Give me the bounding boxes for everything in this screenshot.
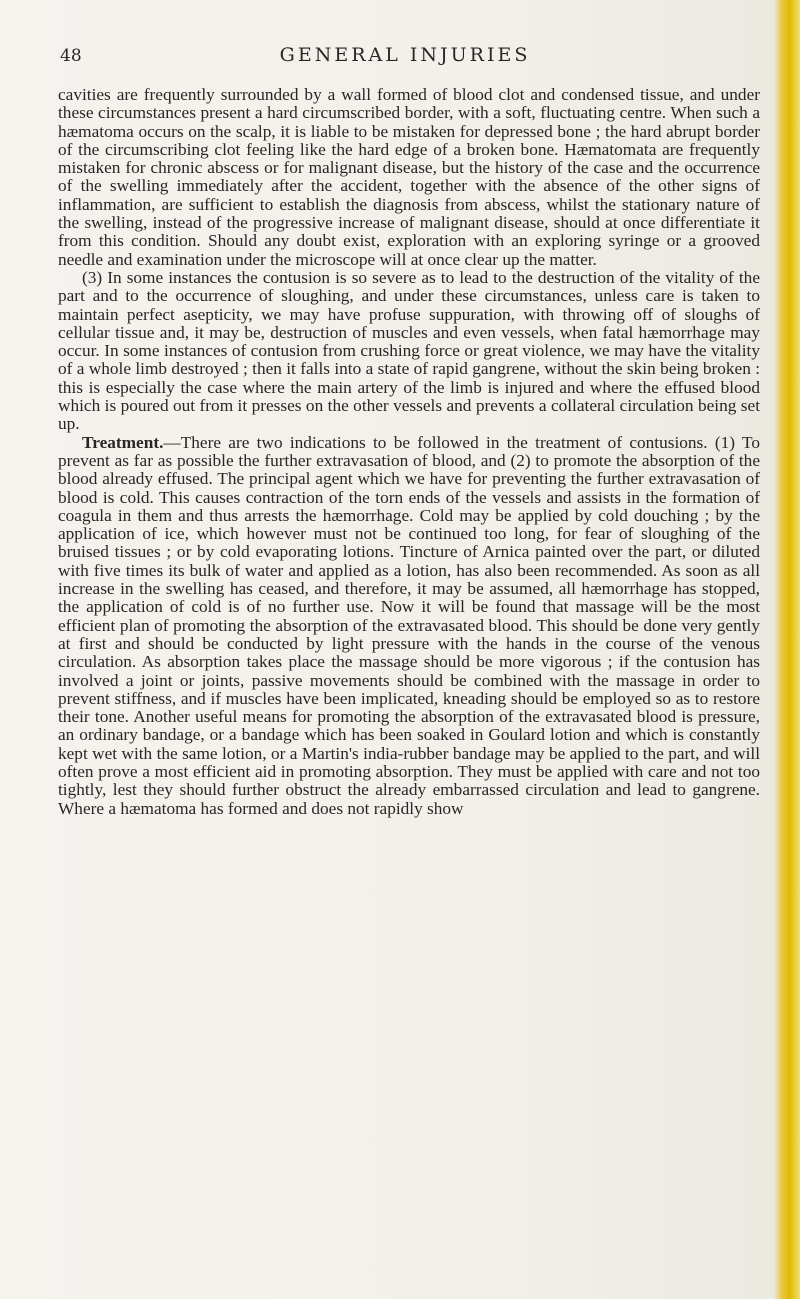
page-number: 48 xyxy=(60,46,82,66)
running-head: GENERAL INJURIES xyxy=(279,44,531,66)
paragraph-severe-contusion: (3) In some instances the contusion is so severe as to lead to the destruction of the vitality of the part and to the occurrence of sloughing, and under these circumstances, unless care is taken to maintain perfect asepticity, we may have profuse suppuration, with throwing off of sloughs of cellular tissue and, it may be, destruction of muscles and even vessels, when fatal hæmorrhage may occur. In some instances of contusion from crushing force or great violence, we may have the vitality of a whole limb destroyed ; then it falls into a state of rapid gangrene, without the skin being broken : this is especially the case where the main artery of the limb is injured and where the effused blood which is poured out from it presses on the other vessels and prevents a collateral circulation being set up. xyxy=(58,267,760,434)
paragraph-treatment xyxy=(58,434,760,818)
page-header xyxy=(60,40,750,80)
paragraph-continuation: cavities are frequently surrounded by a wall formed of blood clot and condensed tissue, and under these circumstances present a hard circumscribed border, with a soft, fluctuating centre. When such a hæmatoma occurs on the scalp, it is liable to be mistaken for depressed bone ; the hard abrupt border of the circumscribing clot feeling like the hard edge of a broken bone. Hæmatomata are frequently mistaken for chronic abscess or for malignant disease, but the history of the case and the occurrence of the swelling immediately after the accident, together with the absence of the other signs of inflammation, are sufficient to establish the diagnosis from abscess, whilst the stationary nature of the swelling, instead of the progressive increase of malignant disease, should at once differentiate it from this condition. Should any doubt exist, exploration with an exploring syringe or a grooved needle and examination under the microscope will at once clear up the matter. xyxy=(58,85,760,269)
section-heading-treatment: Treatment. xyxy=(82,432,164,452)
treatment-text: —There are two indications to be followed in the treatment of contusions. (1) To prevent as far as possible the further extravasation of blood, and (2) to promote the absorption of the blood already effused. The principal agent which we have for preventing the further extravasation of blood is cold. This causes contraction of the torn ends of the vessels and assists in the formation of coagula in them and thus arrests the hæmorrhage. Cold may be applied by cold douching ; by the application of ice, which however must not be continued too long, for fear of sloughing of the bruised tissues ; or by cold evaporating lotions. Tincture of Arnica painted over the part, or diluted with five times its bulk of water and applied as a lotion, has also been recommended. As soon as all increase in the swelling has ceased, and therefore, it may be assumed, all hæmorrhage has stopped, the application of cold is of no further use. Now it will be found that massage will be the most efficient plan of promoting the absorption of the extravasated blood. This should be done very gently at first and should be conducted by light pressure with the hands in the course of the venous circulation. As absorption takes place the massage should be more vigorous ; if the contusion has involved a joint or joints, passive movements should be combined with the massage in order to prevent stiffness, and if muscles have been implicated, kneading should be employed so as to restore their tone. Another useful means for promoting the absorption of the extravasated blood is pressure, an ordinary bandage, or a bandage which has been soaked in Goulard lotion and which is constantly kept wet with the same lotion, or a Martin's india-rubber bandage may be applied to the part, and will often prove a most efficient aid in promoting absorption. They must be applied with care and not too tightly, lest they should further obstruct the already embarrassed circulation and lead to gangrene. Where a hæmatoma has formed and does not rapidly show xyxy=(58,432,760,818)
page-edge xyxy=(774,0,800,1299)
body-text xyxy=(58,86,760,818)
